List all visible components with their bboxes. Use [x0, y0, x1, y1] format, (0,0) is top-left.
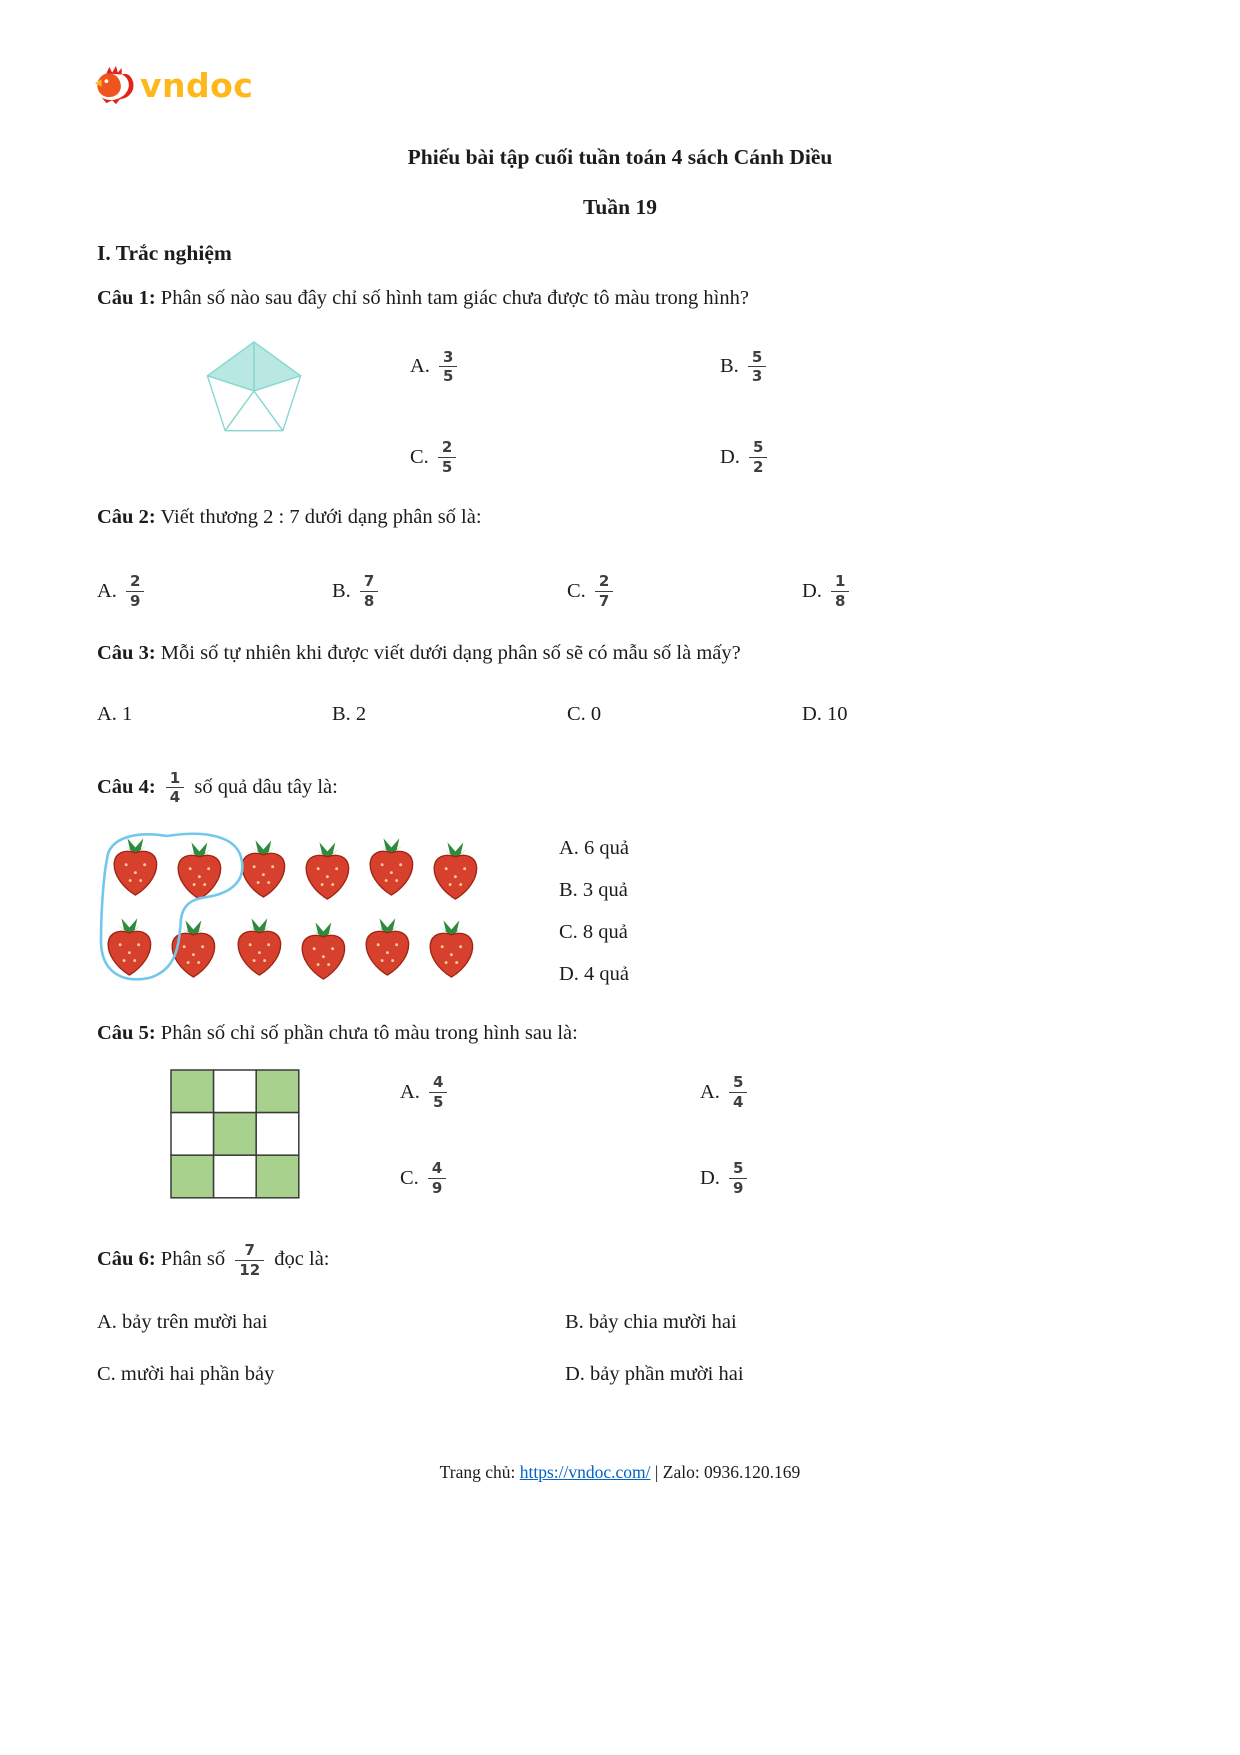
- strawberry-icon: [178, 842, 220, 899]
- q5-option-b: [700, 1073, 1000, 1112]
- option-label: C.: [400, 1167, 419, 1190]
- q3-option-d: D. 10: [802, 702, 848, 725]
- vndoc-logo: [93, 64, 253, 106]
- q3-option-b: B. 2: [332, 702, 367, 725]
- strawberry-icon: [108, 918, 150, 975]
- footer-suffix: | Zalo: 0936.120.169: [654, 1462, 801, 1482]
- q6-suffix: đọc là:: [274, 1247, 330, 1270]
- option-label: A.: [400, 1080, 420, 1103]
- q2-heading: [97, 503, 1160, 533]
- strawberry-icon: [306, 842, 348, 899]
- fraction: $\frac{5}{3}$: [748, 348, 766, 387]
- option-label: A.: [97, 580, 117, 603]
- strawberry-icon: [242, 840, 284, 897]
- q4-option-c: C. 8 quả: [559, 921, 628, 944]
- q6-label: Câu 6:: [97, 1247, 156, 1270]
- option-label: B.: [332, 580, 351, 603]
- q1-text: Phân số nào sau đây chỉ số hình tam giác chưa được tô màu trong hình?: [160, 287, 749, 309]
- fraction: $\frac{5}{2}$: [749, 438, 767, 477]
- q1-heading: [97, 284, 1160, 314]
- rooster-icon: [93, 64, 137, 106]
- fraction: $\frac{2}{7}$: [595, 572, 613, 611]
- strawberry-icon: [302, 922, 344, 979]
- pentagon-figure: [195, 338, 313, 441]
- q6-option-a: A. bảy trên mười hai: [97, 1311, 268, 1334]
- option-label: D.: [720, 445, 740, 468]
- footer-prefix: Trang chủ:: [439, 1462, 516, 1482]
- q4-option-a: A. 6 quả: [559, 837, 630, 860]
- strawberry-icon: [434, 842, 476, 899]
- q1-option-b: [720, 348, 1030, 387]
- option-label: B.: [720, 355, 739, 378]
- q1-body: [0, 338, 1240, 477]
- q4-text: số quả dâu tây là:: [194, 775, 338, 798]
- page-footer: [0, 1462, 1240, 1483]
- page-subtitle: Tuần 19: [583, 195, 657, 219]
- q3-text: Mỗi số tự nhiên khi được viết dưới dạng phân số sẽ có mẫu số là mấy?: [160, 641, 741, 664]
- q2-option-b: [332, 572, 567, 611]
- grid-figure: [170, 1069, 300, 1199]
- q5-option-a: [400, 1073, 700, 1112]
- q5-body: [0, 1069, 1240, 1199]
- q4-options: [559, 833, 629, 989]
- q4-body: [0, 829, 1240, 989]
- q1-option-c: [410, 438, 720, 477]
- strawberry-icon: [172, 920, 214, 977]
- q5-options: [400, 1073, 1000, 1199]
- option-label: D.: [700, 1167, 720, 1190]
- option-label: A.: [410, 355, 430, 378]
- q1-label: Câu 1:: [97, 287, 156, 309]
- q3-label: Câu 3:: [97, 641, 156, 664]
- option-label: C.: [567, 580, 586, 603]
- option-label: D.: [802, 580, 822, 603]
- q1-option-a: [410, 348, 720, 387]
- q6-options: [97, 1307, 1240, 1389]
- strawberries-figure: [93, 829, 513, 984]
- q2-options: [97, 572, 1240, 611]
- q4-label: Câu 4:: [97, 775, 156, 798]
- q5-text: Phân số chỉ số phần chưa tô màu trong hình sau là:: [160, 1022, 578, 1045]
- q6-option-c: C. mười hai phần bảy: [97, 1363, 275, 1386]
- q5-option-d: [700, 1159, 1000, 1198]
- section-heading: I. Trắc nghiệm: [97, 241, 232, 265]
- q3-option-a: A. 1: [97, 702, 133, 725]
- fraction: $\frac{4}{9}$: [428, 1159, 446, 1198]
- fraction: $\frac{1}{8}$: [831, 572, 849, 611]
- strawberry-icon: [114, 838, 156, 895]
- q5-heading: [97, 1019, 1160, 1049]
- q6-option-b: B. bảy chia mười hai: [565, 1311, 737, 1334]
- q5-option-c: [400, 1159, 700, 1198]
- option-label: C.: [410, 445, 429, 468]
- q6-heading: [97, 1241, 1160, 1280]
- q6-option-d: D. bảy phần mười hai: [565, 1363, 744, 1386]
- q2-label: Câu 2:: [97, 505, 156, 528]
- q5-label: Câu 5:: [97, 1022, 156, 1045]
- fraction: $\frac{1}{4}$: [166, 769, 184, 808]
- q2-option-d: [802, 572, 1037, 611]
- q6-prefix: Phân số: [160, 1247, 226, 1270]
- strawberry-icon: [430, 920, 472, 977]
- q2-option-a: [97, 572, 332, 611]
- strawberry-icon: [366, 918, 408, 975]
- fraction: $\frac{7}{12}$: [235, 1241, 264, 1280]
- fraction: $\frac{2}{9}$: [126, 572, 144, 611]
- page-title: Phiếu bài tập cuối tuần toán 4 sách Cánh Diều: [407, 145, 833, 169]
- q3-option-c: C. 0: [567, 702, 602, 725]
- q4-heading: [97, 769, 1160, 808]
- strawberries-svg: [93, 829, 513, 984]
- fraction: $\frac{7}{8}$: [360, 572, 378, 611]
- option-label: A.: [700, 1080, 720, 1103]
- q4-option-b: B. 3 quả: [559, 879, 628, 902]
- strawberry-icon: [370, 838, 412, 895]
- q1-option-d: [720, 438, 1030, 477]
- q3-options: [97, 699, 1240, 729]
- footer-link[interactable]: https://vndoc.com/: [519, 1462, 651, 1482]
- fraction: $\frac{5}{9}$: [729, 1159, 747, 1198]
- vndoc-logo-text: vndoc: [140, 65, 254, 105]
- fraction: $\frac{4}{5}$: [429, 1073, 447, 1112]
- q2-option-c: [567, 572, 802, 611]
- q3-heading: [97, 639, 1160, 669]
- q1-options: [410, 348, 1030, 477]
- fraction: $\frac{3}{5}$: [439, 348, 457, 387]
- q4-option-d: D. 4 quả: [559, 963, 630, 986]
- fraction: $\frac{2}{5}$: [438, 438, 456, 477]
- q2-text: Viết thương 2 : 7 dưới dạng phân số là:: [160, 505, 482, 528]
- fraction: $\frac{5}{4}$: [729, 1073, 747, 1112]
- strawberry-icon: [238, 918, 280, 975]
